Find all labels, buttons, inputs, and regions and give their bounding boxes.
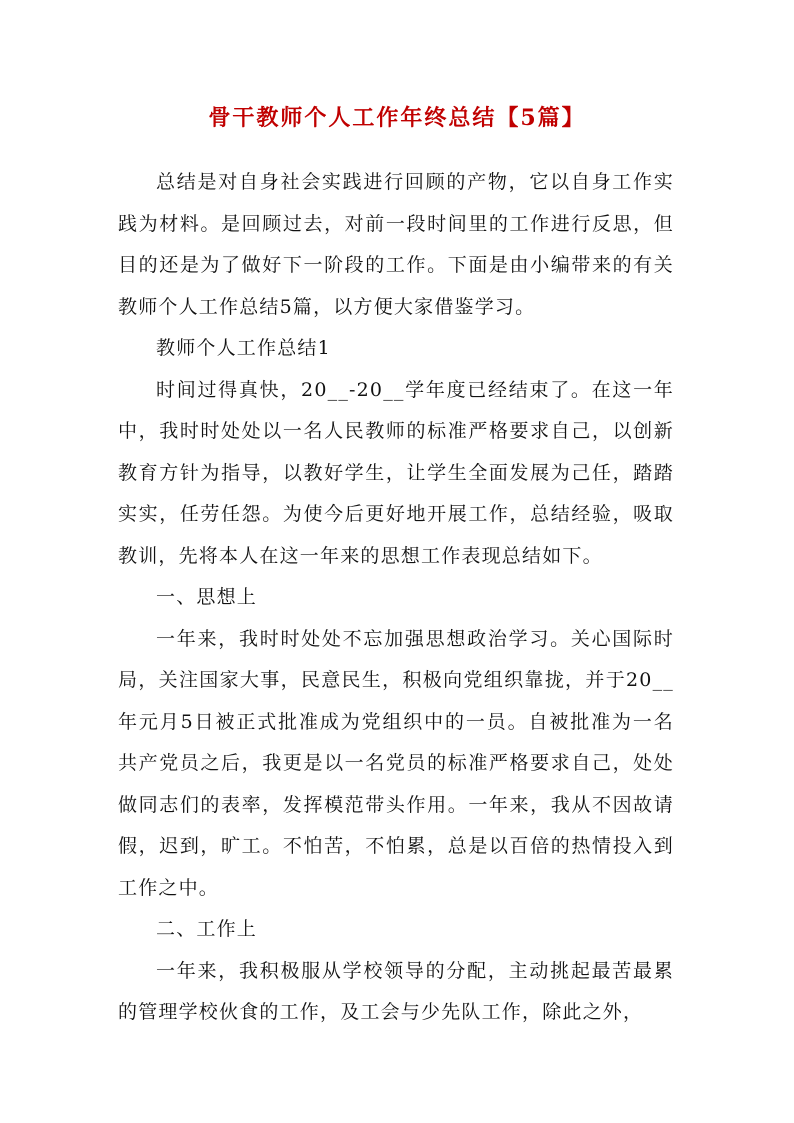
section-paragraph: 时间过得真快，20__-20__学年度已经结束了。在这一年中，我时时处处以一名人民教师的标准严格要求自己，以创新教育方针为指导，以教好学生，让学生全面发展为己任，踏踏实实，任劳任怨。为使今后更好地开展工作，总结经验，吸取教训，先将本人在这一年来的思想工作表现总结如下。 <box>118 378 674 567</box>
intro-paragraph: 总结是对自身社会实践进行回顾的产物，它以自身工作实践为材料。是回顾过去，对前一段时间里的工作进行反思，但目的还是为了做好下一阶段的工作。下面是由小编带来的有关教师个人工作总结5篇，以方便大家借鉴学习。 <box>118 171 674 318</box>
subsection-heading-thought: 一、思想上 <box>156 586 258 608</box>
subsection-heading-work: 二、工作上 <box>156 918 258 940</box>
section-heading: 教师个人工作总结1 <box>156 337 331 359</box>
subsection-paragraph-thought: 一年来，我时时处处不忘加强思想政治学习。关心国际时局，关注国家大事，民意民生，积极向党组织靠拢，并于20__年元月5日被正式批准成为党组织中的一员。自被批准为一名共产党员之后，我更是以一名党员的标准严格要求自己，处处做同志们的表率，发挥模范带头作用。一年来，我从不因故请假，迟到，旷工。不怕苦，不怕累，总是以百倍的热情投入到工作之中。 <box>118 627 674 899</box>
subsection-paragraph-work: 一年来，我积极服从学校领导的分配，主动挑起最苦最累的管理学校伙食的工作，及工会与少先队工作，除此之外， <box>118 959 674 1023</box>
document-body <box>118 162 674 1034</box>
document-title: 骨干教师个人工作年终总结【5篇】 <box>208 105 586 131</box>
